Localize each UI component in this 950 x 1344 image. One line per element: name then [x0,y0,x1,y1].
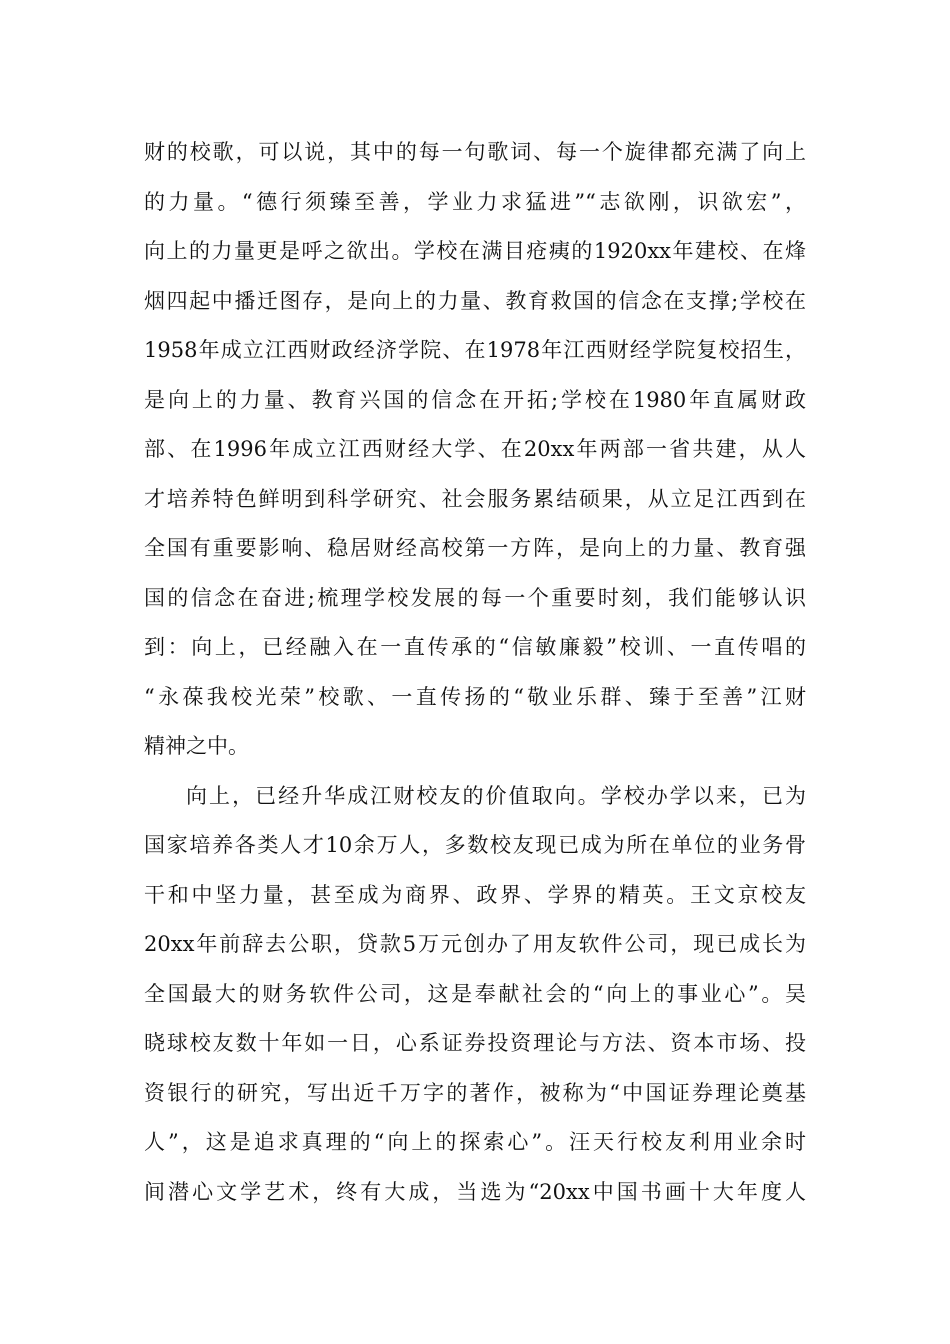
text-line: 20xx年前辞去公职，贷款5万元创办了用友软件公司，现已成长为 [144,932,806,956]
text-line: 间潜心文学艺术，终有大成，当选为“20xx中国书画十大年度人 [144,1179,806,1204]
text-line: 部、在1996年成立江西财经大学、在20xx年两部一省共建，从人 [144,437,806,461]
text-line: 国的信念在奋进;梳理学校发展的每一个重要时刻，我们能够认识 [144,585,806,610]
text-line: 的力量。“德行须臻至善，学业力求猛进”“志欲刚，识欲宏”， [144,189,806,214]
document-body [144,128,806,1217]
text-line: 人”，这是追求真理的“向上的探索心”。汪天行校友利用业余时 [144,1130,806,1154]
paragraph-2 [144,772,806,1218]
text-line: 国家培养各类人才10余万人，多数校友现已成为所在单位的业务骨 [144,833,806,857]
text-line: 烟四起中播迁图存，是向上的力量、教育救国的信念在支撑;学校在 [144,288,806,313]
text-line: 是向上的力量、教育兴国的信念在开拓;学校在1980年直属财政 [144,387,806,412]
paragraph-1 [144,128,806,772]
text-line: “永葆我校光荣”校歌、一直传扬的“敬业乐群、臻于至善”江财 [144,684,806,709]
text-line: 资银行的研究，写出近千万字的著作，被称为“中国证券理论奠基 [144,1080,806,1105]
text-line: 晓球校友数十年如一日，心系证券投资理论与方法、资本市场、投 [144,1031,806,1055]
text-line: 向上，已经升华成江财校友的价值取向。学校办学以来，已为 [186,783,806,808]
text-line: 精神之中。 [144,734,249,758]
text-line: 向上的力量更是呼之欲出。学校在满目疮痍的1920xx年建校、在烽 [144,239,806,263]
text-line: 全国最大的财务软件公司，这是奉献社会的“向上的事业心”。吴 [144,981,806,1006]
text-line: 全国有重要影响、稳居财经高校第一方阵，是向上的力量、教育强 [144,536,806,560]
text-line: 财的校歌，可以说，其中的每一句歌词、每一个旋律都充满了向上 [144,140,806,164]
text-line: 才培养特色鲜明到科学研究、社会服务累结硕果，从立足江西到在 [144,486,806,511]
text-line: 干和中坚力量，甚至成为商界、政界、学界的精英。王文京校友 [144,882,806,907]
text-line: 1958年成立江西财政经济学院、在1978年江西财经学院复校招生， [144,338,806,362]
text-line: 到：向上，已经融入在一直传承的“信敏廉毅”校训、一直传唱的 [144,635,806,659]
